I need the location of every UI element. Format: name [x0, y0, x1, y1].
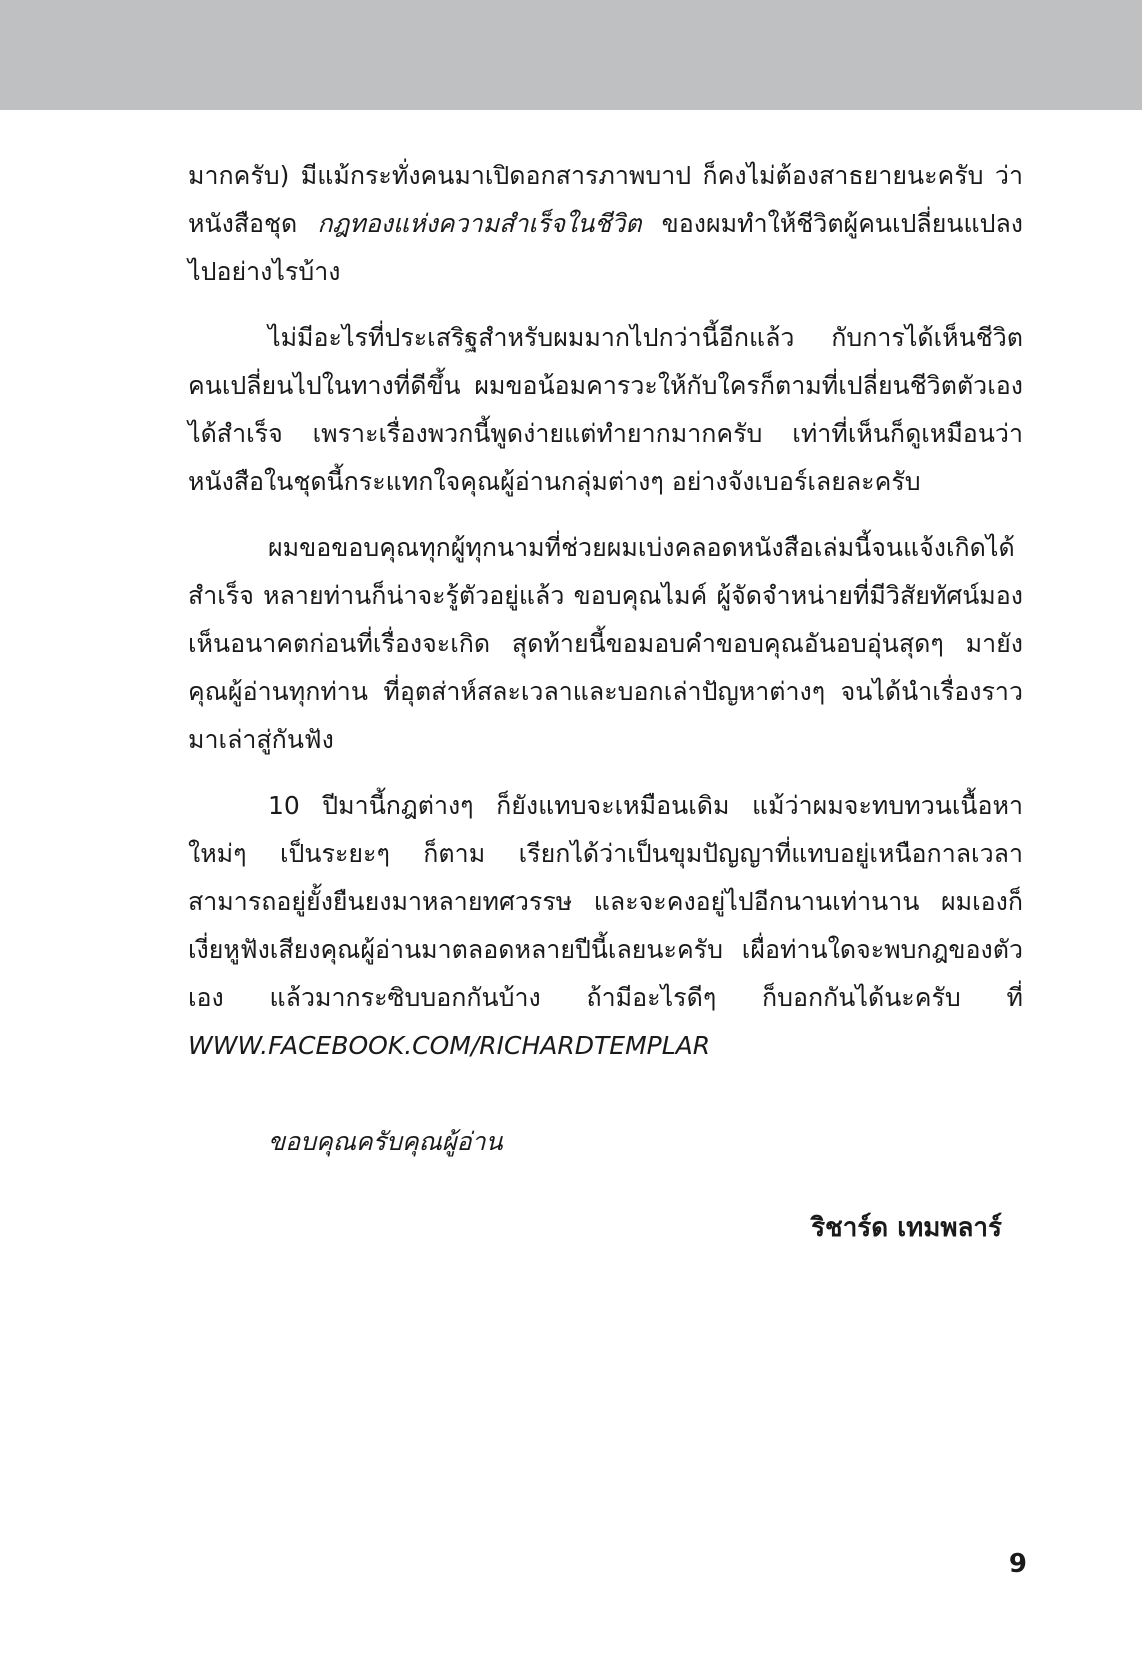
- paragraph-2: ไม่มีอะไรที่ประเสริฐสำหรับผมมากไปกว่านี้อีกแล้ว กับการได้เห็นชีวิตคนเปลี่ยนไปในทางที่ดีขึ้น ผมขอน้อมคารวะให้กับใครก็ตามที่เปลี่ยนชีวิตตัวเองได้สำเร็จ เพราะเรื่องพวกนี้พูดง่ายแต่ทำยากมากครับ เท่าที่เห็นก็ดูเหมือนว่าหนังสือในชุดนี้กระแทกใจคุณผู้อ่านกลุ่มต่างๆ อย่างจังเบอร์เลยละครับ: [188, 323, 1023, 496]
- paragraph-4-text: 10 ปีมานี้กฎต่างๆ ก็ยังแทบจะเหมือนเดิม แม้ว่าผมจะทบทวนเนื้อหาใหม่ๆ เป็นระยะๆ ก็ตาม เรียกได้ว่าเป็นขุมปัญญาที่แทบอยู่เหนือกาลเวลา สามารถอยู่ยั้งยืนยงมาหลายทศวรรษ และจะคงอยู่ไปอีกนานเท่านาน ผมเองก็เงี่ยหูฟังเสียงคุณผู้อ่านมาตลอดหลายปีนี้เลยนะครับ เผื่อท่านใดจะพบกฎของตัวเอง แล้วมากระซิบบอกกันบ้าง ถ้ามีอะไรดีๆ ก็บอกกันได้นะครับ ที่: [188, 791, 1023, 1012]
- author-signature: ริชาร์ด เทมพลาร์: [811, 1213, 1002, 1243]
- paragraph-3: ผมขอขอบคุณทุกผู้ทุกนามที่ช่วยผมเบ่งคลอดหนังสือเล่มนี้จนแจ้งเกิดได้สำเร็จ หลายท่านก็น่าจะรู้ตัวอยู่แล้ว ขอบคุณไมค์ ผู้จัดจำหน่ายที่มีวิสัยทัศน์มองเห็นอนาคตก่อนที่เรื่องจะเกิด สุดท้ายนี้ขอมอบคำขอบคุณอันอบอุ่นสุดๆ มายังคุณผู้อ่านทุกท่าน ที่อุตส่าห์สละเวลาและบอกเล่าปัญหาต่างๆ จนได้นำเรื่องราวมาเล่าสู่กันฟัง: [188, 533, 1023, 754]
- facebook-url: WWW.FACEBOOK.COM/RICHARDTEMPLAR: [188, 1031, 711, 1060]
- paragraph-1-text-after: ของผมทำให้ชีวิตผู้คนเปลี่ยนแปลงไปอย่างไรบ้าง: [188, 209, 1023, 286]
- closing-line: ขอบคุณครับคุณผู้อ่าน: [268, 1127, 503, 1156]
- book-series-title: กฎทองแห่งความสำเร็จในชีวิต: [317, 209, 642, 238]
- paragraph-1-text-before: มากครับ) มีแม้กระทั่งคนมาเปิดอกสารภาพบาป ก็คงไม่ต้องสาธยายนะครับ ว่าหนังสือชุด: [188, 161, 1023, 238]
- paragraph-1: [188, 152, 1023, 296]
- body-text: [188, 152, 1023, 1088]
- header-band: [0, 0, 1142, 110]
- page-number: 9: [1008, 1549, 1027, 1579]
- paragraph-4: [188, 782, 1023, 1070]
